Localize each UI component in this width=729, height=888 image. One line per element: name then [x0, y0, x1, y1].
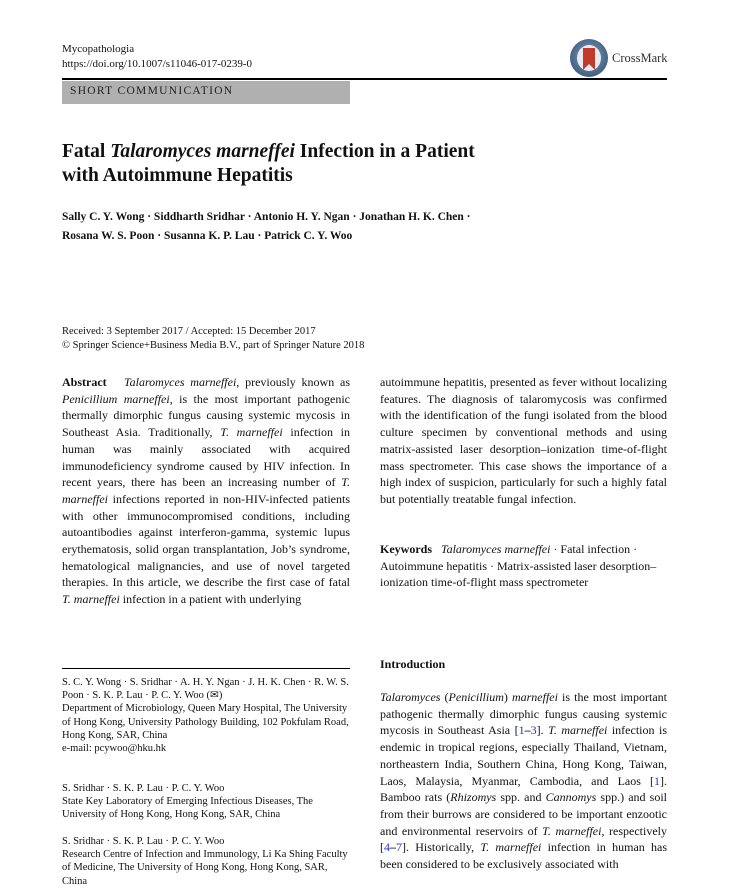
affiliation-address: State Key Laboratory of Emerging Infectious Diseases, The University of Hong Kong, Hong Kong, SAR, China	[62, 796, 313, 821]
intro-text: marneffei	[511, 690, 558, 704]
abstract-text: T. marneffei	[220, 425, 283, 440]
intro-text: is the most important pathogenic thermally dimorphic fungus causing systemic mycosis in Southeast Asia [	[380, 690, 667, 738]
keyword: Talaromyces marneffei	[441, 542, 551, 556]
authors-line: Sally C. Y. Wong · Siddharth Sridhar · Antonio H. Y. Ngan · Jonathan H. K. Chen ·	[62, 211, 471, 223]
citation-link[interactable]: 4	[384, 840, 390, 855]
citation-link[interactable]: 1	[654, 773, 660, 788]
title-text: with Autoimmune Hepatitis	[62, 165, 293, 186]
abstract-text: infection in a patient with underlying	[119, 592, 302, 607]
intro-text: Talaromyces	[380, 690, 441, 704]
article-title	[62, 140, 582, 188]
intro-text: Rhizomys	[450, 790, 497, 805]
citation-link[interactable]: 1	[518, 723, 525, 738]
citation-link[interactable]: 3	[530, 723, 537, 738]
intro-text: , respectively [	[380, 823, 667, 855]
abstract-continued: autoimmune hepatitis, presented as fever without localizing features. The diagnosis of talaromycosis was confirmed with the identification of the fungi isolated from the blood culture specimen by conventional methods and using matrix-assisted laser desorption–ionization time-of-flight mass spectrometer. This case shows the importance of a high index of suspicion, particularly for such a highly fatal but potentially treatable fungal infection.	[380, 375, 667, 506]
intro-text: T. marneffei	[542, 823, 602, 838]
introduction-body	[380, 689, 667, 873]
crossmark-badge[interactable]	[570, 39, 680, 81]
abstract	[62, 374, 350, 608]
intro-text: spp.) and soil from their burrows are considered to be important enzootic and environmental reservoirs of	[380, 790, 667, 838]
citation-link[interactable]: 7	[396, 840, 402, 855]
affiliation-names: S. C. Y. Wong · S. Sridhar · A. H. Y. Ngan · J. H. K. Chen · R. W. S. Poon · S. K. P. Lau · P. C. Y. Woo (✉)	[62, 677, 349, 702]
intro-text: –	[390, 840, 396, 855]
journal-header	[62, 42, 252, 72]
intro-text: (	[440, 690, 449, 704]
section-heading-introduction: Introduction	[380, 657, 446, 671]
abstract-heading: Abstract	[62, 375, 107, 389]
affiliation	[62, 835, 352, 888]
keywords-heading: Keywords	[380, 542, 432, 556]
affiliation-names: S. Sridhar · S. K. P. Lau · P. C. Y. Woo	[62, 836, 225, 847]
abstract-text: , is the most important pathogenic thermally dimorphic fungus causing systemic mycosis in Southeast Asia. Traditionally,	[62, 391, 351, 440]
intro-text: Penicillium	[448, 690, 504, 704]
copyright: © Springer Science+Business Media B.V., part of Springer Nature 2018	[62, 339, 365, 351]
intro-text: T. marneffei	[480, 840, 542, 855]
intro-text: infection in human has been considered to be exclusively associated with	[380, 840, 668, 872]
author-list	[62, 208, 682, 246]
affiliation-address: Research Centre of Infection and Immunology, Li Ka Shing Faculty of Medicine, The University of Hong Kong, Hong Kong, SAR, China	[62, 849, 348, 887]
intro-text: –	[524, 723, 531, 738]
keyword-list: · Fatal infection · Autoimmune hepatitis · Matrix-assisted laser desorption–ionization time-of-flight mass spectrometer	[380, 542, 657, 590]
intro-text: T. marneffei	[548, 723, 608, 738]
title-text: Fatal	[62, 141, 111, 162]
crossmark-icon	[570, 39, 608, 77]
abstract-text: Talaromyces marneffei	[124, 375, 237, 389]
doi-link[interactable]: https://doi.org/10.1007/s11046-017-0239-0	[62, 58, 253, 70]
intro-text: spp. and	[496, 790, 546, 805]
intro-text: ].	[536, 723, 549, 738]
affiliation	[62, 782, 352, 822]
title-species: Talaromyces marneffei	[110, 141, 295, 162]
intro-text: ]. Historically,	[402, 840, 481, 855]
article-type: SHORT COMMUNICATION	[70, 85, 234, 97]
crossmark-label: CrossMark	[612, 51, 668, 65]
intro-text: Cannomys	[545, 790, 597, 805]
abstract-text: infections reported in non-HIV-infected patients with other immunocompromised conditions, including autoantibodies against interferon-gamma, systemic lupus erythematosis, solid organ transplantation, Job’s syndrome, hematological malignancies, and use of novel targeted therapies. In this article, we describe the first case of fatal	[62, 491, 350, 590]
article-dates	[62, 325, 364, 352]
header-rule	[62, 78, 667, 80]
affiliation-names: S. Sridhar · S. K. P. Lau · P. C. Y. Woo	[62, 783, 225, 794]
contact-email[interactable]: e-mail: pcywoo@hku.hk	[62, 743, 167, 755]
intro-text: infection is endemic in tropical regions, especially Thailand, Vietnam, northeastern India, Southern China, Hong Kong, Taiwan, Laos, Malaysia, Myanmar, Cambodia, and Laos [	[380, 723, 667, 788]
abstract-text: , previously known as	[236, 375, 350, 389]
intro-text: )	[503, 690, 512, 704]
journal-name: Mycopathologia	[62, 43, 135, 55]
affiliation-address: Department of Microbiology, Queen Mary Hospital, The University of Hong Kong, University Pathology Building, 102 Pokfulam Road, Hong Kong, SAR, China	[62, 703, 349, 741]
abstract-text: Penicillium marneffei	[62, 391, 170, 406]
authors-line: Rosana W. S. Poon · Susanna K. P. Lau · Patrick C. Y. Woo	[62, 230, 353, 242]
abstract-text: T. marneffei	[62, 475, 350, 506]
affiliation	[62, 676, 352, 755]
keywords	[380, 541, 667, 591]
abstract-text: infection in human was mainly associated with acquired immunodeficiency syndrome caused by HIV infection. In recent years, there has been an increasing number of	[62, 425, 351, 490]
title-text: Infection in a Patient	[294, 141, 475, 162]
abstract-text: T. marneffei	[62, 592, 120, 607]
intro-text: ]. Bamboo rats (	[380, 773, 667, 805]
footnote-rule	[62, 668, 350, 669]
received-accepted: Received: 3 September 2017 / Accepted: 15 December 2017	[62, 326, 316, 337]
